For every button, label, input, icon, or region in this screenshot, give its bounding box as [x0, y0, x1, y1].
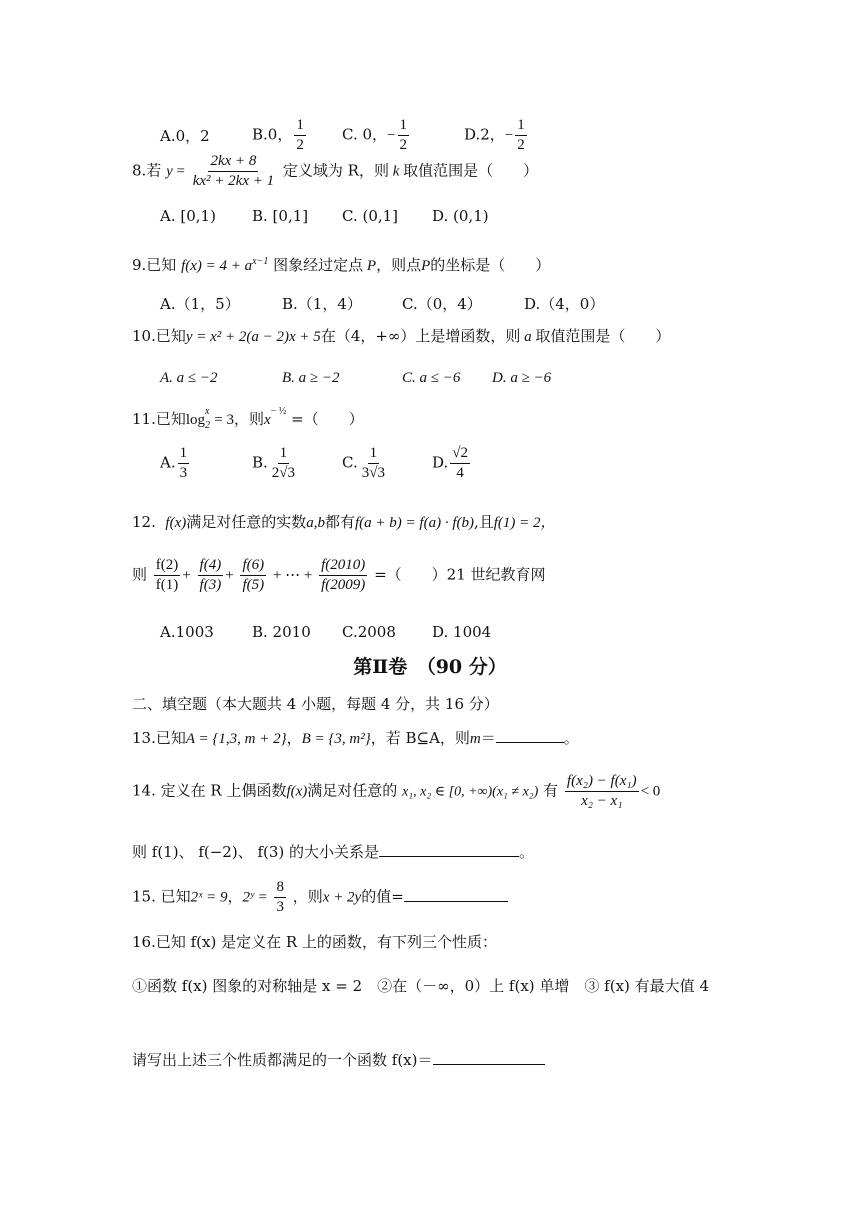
q8-option-b: B. [0,1] [252, 207, 309, 225]
q8-option-d: D. (0,1) [432, 207, 489, 225]
q12-option-d: D. 1004 [432, 623, 492, 641]
q9-option-d: D.（4，0） [524, 295, 605, 313]
question-14-line2: 则 f(1)、 f(−2)、 f(3) 的大小关系是 。 [132, 843, 535, 861]
q14-fraction: $\frac{\text{f(x₂) − f(x₁)}}{\text{x₂ − x₁}}$ [566, 773, 637, 809]
question-13: 13.已知A = {1,3, m + 2}，B = {3, m²}，若 B⊆A，则m＝ 。 [132, 729, 579, 747]
q10-option-a: A. a ≤ −2 [160, 370, 218, 386]
q7-option-a: A.0，2 [160, 127, 210, 145]
question-12-line1: 12. f(x)满足对任意的实数a,b都有f(a + b) = f(a) · f(b),且f(1) = 2， [132, 513, 556, 531]
q9-option-a: A.（1，5） [160, 295, 240, 313]
q14-answer-blank[interactable] [379, 842, 519, 857]
q10-option-d: D. a ≥ −6 [492, 370, 552, 386]
q10-option-b: B. a ≥ −2 [282, 370, 340, 386]
q12-frac-2: $\frac{f(4)}{f(3)}$ [199, 557, 222, 593]
q12-option-a: A.1003 [160, 623, 214, 641]
q12-options [160, 622, 760, 642]
q11-option-c: C. $\frac{1}{3√3}$ [342, 445, 385, 481]
q9-option-b: B.（1，4） [282, 295, 362, 313]
q12-frac-4: $\frac{f(2010)}{f(2009)}$ [321, 557, 366, 593]
q13-answer-blank[interactable] [496, 728, 564, 743]
q12-option-c: C.2008 [342, 623, 396, 641]
question-8: 8.若 y = $\frac{2kx + 8}{\text{kx² + 2kx + 1}}$ 定义域为 R，则 k 取值范围是（ ） [132, 153, 539, 189]
question-16-line2: ①函数 f(x) 图象的对称轴是 x = 2 ②在（－∞，0）上 f(x) 单增 ③ f(x) 有最大值 4 [132, 977, 709, 995]
question-10: 10.已知y = x² + 2(a − 2)x + 5在（4，+∞）上是增函数，则 a 取值范围是（ ） [132, 327, 671, 345]
q8-option-a: A. [0,1) [160, 207, 216, 225]
q11-options [160, 444, 760, 490]
q15-answer-blank[interactable] [404, 887, 508, 902]
question-16-line1: 16.已知 f(x) 是定义在 R 上的函数，有下列三个性质： [132, 933, 497, 951]
q8-fraction: $\frac{2kx + 8}{\text{kx² + 2kx + 1}}$ [192, 153, 275, 189]
q11-option-a: A. $\frac{1}{3}$ [160, 445, 188, 481]
section-2-heading: 二、填空题（本大题共 4 小题，每题 4 分，共 16 分） [132, 695, 499, 713]
q12-option-b: B. 2010 [252, 623, 311, 641]
q7-option-d: D.2，− $\frac{1}{2}$ [464, 117, 525, 153]
q7-option-c: C. 0，− $\frac{1}{2}$ [342, 117, 407, 153]
q7-option-b: B.0， $\frac{1}{2}$ [252, 117, 304, 153]
question-9: 9.已知 $f(x) = 4 + a^{x-1}$ 图象经过定点 P，则点P的坐标是（ ） [132, 256, 551, 274]
question-16-line3: 请写出上述三个性质都满足的一个函数 f(x)＝ [132, 1050, 545, 1070]
q9-option-c: C.（0，4） [402, 295, 482, 313]
question-15: 15. 已知2ˣ = 9，2ʸ = $\frac{8}{3}$ ，则x + 2y的值= [132, 878, 508, 922]
q10-option-c: C. a ≤ −6 [402, 370, 461, 386]
q8-option-c: C. (0,1] [342, 207, 399, 225]
q16-answer-blank[interactable] [433, 1050, 545, 1065]
question-12-line2: 则 $\frac{f(2)}{f(1)}$ + $\frac{f(4)}{f(3)}$ + $\frac{f(6)}{f(5)}$ + ⋯ + $\frac{f(2010)}{f(2009)}$ =（ ）21 世纪教育网 [132, 557, 546, 593]
q9-options [160, 294, 760, 314]
q12-frac-3: $\frac{f(6)}{f(5)}$ [242, 557, 265, 593]
q8-options [160, 206, 760, 226]
question-14-line1: 14. 定义在 R 上偶函数f(x)满足对任意的 x₁, x₂ ∈ [0, +∞)(x₁ ≠ x₂) 有 $\frac{\text{f(x₂) − f(x₁)}}{\text{x₂ − x₁}}$ < 0 [132, 773, 661, 809]
question-11: 11.已知$\log_2^x = 3$，则$x^{- \frac{1}{2}}$ =（ ） [132, 406, 364, 431]
q12-frac-1: $\frac{f(2)}{f(1)}$ [155, 557, 179, 593]
q11-option-d: D. $\frac{√2}{4}$ [432, 445, 468, 481]
q11-option-b: B. $\frac{1}{2√3}$ [252, 445, 296, 481]
q10-options [160, 368, 760, 388]
part-2-title: 第Ⅱ卷 （90 分） [353, 656, 507, 678]
